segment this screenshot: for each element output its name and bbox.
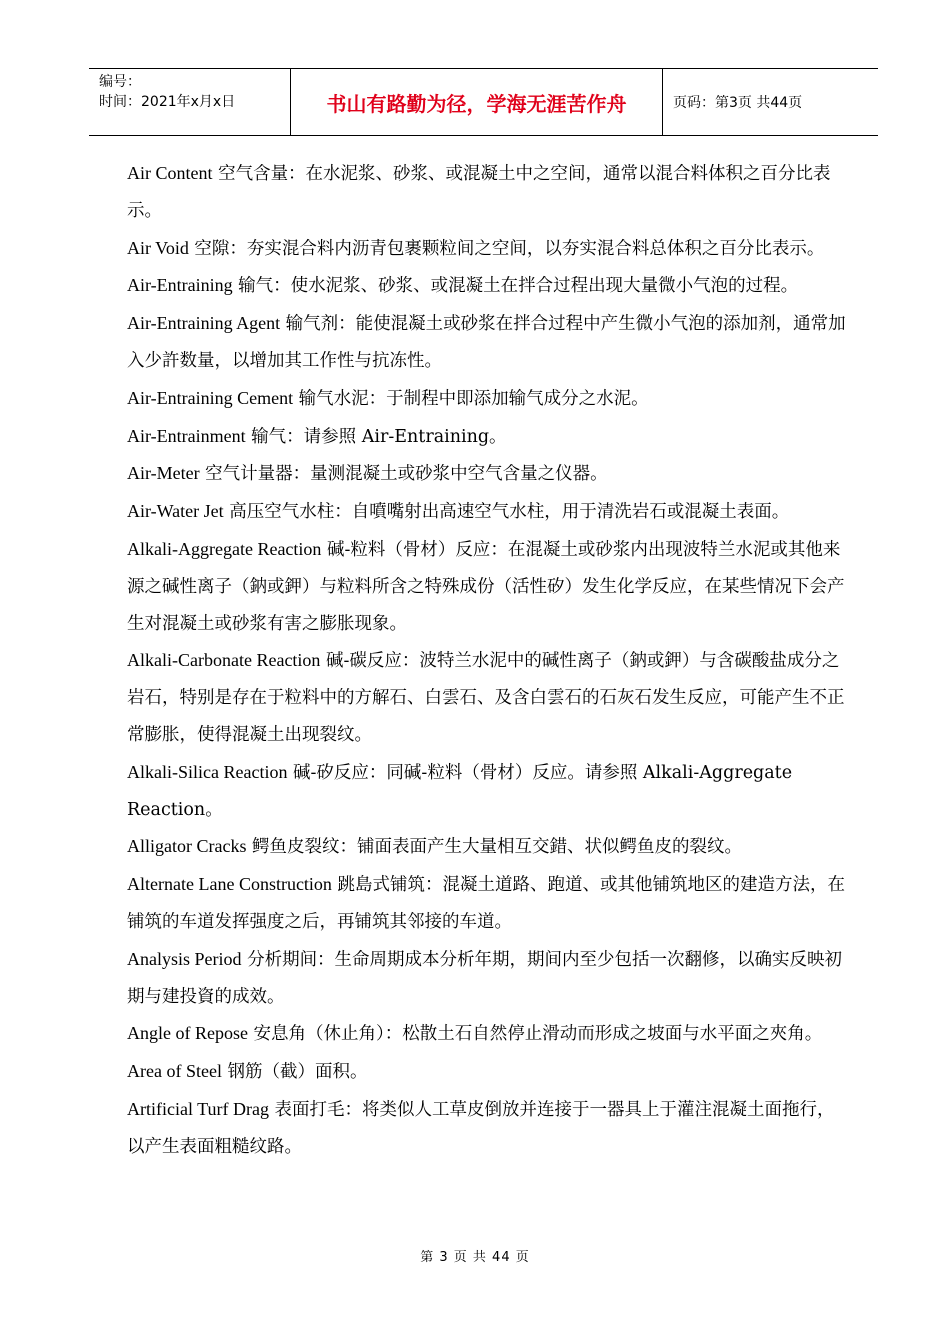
entry-definition: 碱-矽反应：同碱-粒料（骨材）反应。请参照 Alkali-Aggregate Reaction。 xyxy=(127,762,793,820)
entry-definition: 钢筋（截）面积。 xyxy=(221,1062,368,1083)
entry-term: Area of Steel xyxy=(127,1061,222,1082)
entry-definition: 输气剂：能使混凝土或砂浆在拌合过程中产生微小气泡的添加剂，通常加入少許数量，以增加其工作性与抗冻性。 xyxy=(127,314,846,371)
glossary-entry xyxy=(127,380,851,418)
entry-term: Air-Entraining Cement xyxy=(127,387,294,408)
glossary-entry xyxy=(127,267,851,305)
entry-definition: 碱-粒料（骨材）反应：在混凝土或砂浆内出现波特兰水泥或其他来源之碱性离子（鈉或鉀）与粒料所含之特殊成份（活性矽）发生化学反应，在某些情况下会产生对混凝土或砂浆有害之膨胀现象。 xyxy=(127,539,845,634)
page-footer: 第 3 页 共 44 页 xyxy=(420,1250,530,1265)
header-meta xyxy=(89,69,290,135)
entry-term: Air-Entraining xyxy=(127,275,233,296)
glossary-entry xyxy=(127,455,851,493)
entry-definition: 安息角（休止角）：松散土石自然停止滑动而形成之坡面与水平面之夾角。 xyxy=(247,1024,823,1045)
glossary-entry xyxy=(127,1053,851,1091)
glossary-entry xyxy=(127,1015,851,1053)
glossary-body xyxy=(127,155,851,1166)
entry-definition: 空气含量：在水泥浆、砂浆、或混凝土中之空间，通常以混合料体积之百分比表示。 xyxy=(127,164,831,221)
glossary-entry xyxy=(127,230,851,268)
entry-definition: 输气水泥：于制程中即添加输气成分之水泥。 xyxy=(293,388,649,409)
entry-term: Air-Entraining Agent xyxy=(127,313,281,334)
entry-term: Alligator Cracks xyxy=(127,836,247,857)
entry-definition: 输气：使水泥浆、砂浆、或混凝土在拌合过程出现大量微小气泡的过程。 xyxy=(232,276,799,297)
glossary-entry xyxy=(127,305,851,380)
entry-definition: 输气：请参照 Air-Entraining。 xyxy=(245,426,507,447)
entry-term: Alkali-Carbonate Reaction xyxy=(127,650,321,671)
glossary-entry xyxy=(127,642,851,753)
header-page-info: 页码：第3页 共44页 xyxy=(673,95,803,111)
glossary-entry xyxy=(127,941,851,1016)
entry-definition: 空隙：夯实混合料内沥青包裹颗粒间之空间，以夯实混合料总体积之百分比表示。 xyxy=(188,238,825,259)
entry-term: Air-Water Jet xyxy=(127,501,224,522)
entry-definition: 分析期间：生命周期成本分析年期，期间内至少包括一次翻修，以确实反映初期与建投資的成效。 xyxy=(127,949,843,1007)
entry-definition: 跳島式铺筑：混凝土道路、跑道、或其他铺筑地区的建造方法，在铺筑的车道发挥强度之后，再铺筑其邻接的车道。 xyxy=(127,875,845,932)
entry-definition: 空气计量器：量测混凝土或砂浆中空气含量之仪器。 xyxy=(199,464,608,485)
glossary-entry xyxy=(127,418,851,456)
glossary-entry xyxy=(127,155,851,230)
number-label: 编号： xyxy=(99,74,141,90)
entry-term: Air-Entrainment xyxy=(127,425,246,446)
entry-term: Air Content xyxy=(127,163,213,183)
entry-definition: 鳄鱼皮裂纹：铺面表面产生大量相互交錯、状似鳄鱼皮的裂纹。 xyxy=(246,837,743,858)
glossary-entry xyxy=(127,1091,851,1166)
entry-definition: 高压空气水柱：自噴嘴射出高速空气水柱，用于清洗岩石或混凝土表面。 xyxy=(223,502,790,523)
glossary-entry xyxy=(127,493,851,531)
entry-term: Alternate Lane Construction xyxy=(127,874,332,895)
glossary-entry xyxy=(127,866,851,941)
entry-term: Alkali-Silica Reaction xyxy=(127,761,288,782)
entry-term: Angle of Repose xyxy=(127,1023,248,1044)
header-motto: 书山有路勤为径，学海无涯苦作舟 xyxy=(290,69,663,135)
entry-term: Artificial Turf Drag xyxy=(127,1098,269,1119)
glossary-entry xyxy=(127,828,851,866)
glossary-entry xyxy=(127,531,851,642)
glossary-entry xyxy=(127,754,851,829)
entry-definition: 表面打毛：将类似人工草皮倒放并连接于一器具上于灌注混凝土面拖行，以产生表面粗糙纹路。 xyxy=(127,1099,835,1157)
entry-term: Alkali-Aggregate Reaction xyxy=(127,538,322,559)
entry-definition: 碱-碳反应：波特兰水泥中的碱性离子（鈉或鉀）与含碳酸盐成分之岩石，特别是存在于粒料中的方解石、白雲石、及含白雲石的石灰石发生反应，可能产生不正常膨胀，使得混凝土出现裂纹。 xyxy=(127,651,845,745)
time-label: 时间：2021年x月x日 xyxy=(99,94,236,110)
entry-term: Air-Meter xyxy=(127,463,200,484)
entry-term: Analysis Period xyxy=(127,948,242,969)
entry-term: Air Void xyxy=(127,237,189,258)
page-header xyxy=(89,68,878,136)
